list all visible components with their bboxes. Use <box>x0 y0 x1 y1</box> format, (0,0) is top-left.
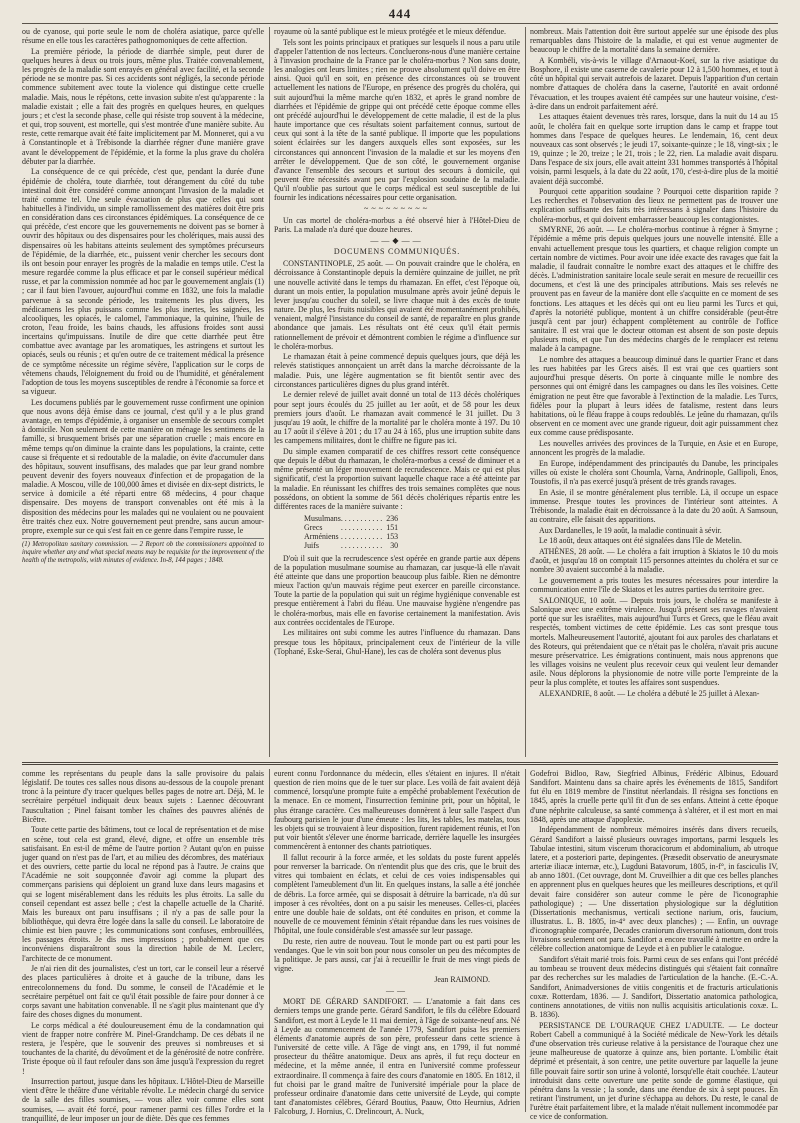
col5-paragraph: Il fallut recourir à la force armée, et les soldats du poste furent appelés pour renverser la barricade. On n'entendit plus que des cris, que le bruit des vitres qui tombaient en éclats, et celui de ces voies indispensables qui complètent l'ameublement d'un lit. En quelques instans, la salle a été jonchée de débris. La force armée, qui se disposait à détruire la barricade, n'a dû sur imposer à ces révoltées, dont on a pu saisir les meneuses. Celles-ci, placées entre une double haie de soldats, ont été conduites en prison, et comme la nouvelle de ce mouvement féminin s'était répandue dans les rues voisines de l'hôpital, une foule considérable s'est amassée sur leur passage. <box>274 852 520 936</box>
col2-paragraph: Le dernier relevé de juillet avait donné un total de 113 décès cholériques pour sept jours écoulés du 25 juillet au 1er août, et de 58 pour les deux premiers jours d'août. Le rhamazan avait commencé le 31 juillet. Du 3 jusqu'au 19 août, le chiffre de la mortalité par le choléra monte à 197. Du 10 au 17 août il s'élève à 201 ; du 17 au 24 à 165, plus une irruption subite dans les campemens militaires, dont le chiffre ne figure pas ici. <box>274 390 520 446</box>
col3-paragraph: ATHÈNES, 28 août. — Le choléra a fait irruption à Skiatos le 10 du mois d'août, et jusqu'au 18 on comptait 115 personnes atteintes du choléra et sur ce nombre 30 avaient succombé à la maladie. <box>530 547 778 575</box>
top-rule <box>22 23 778 24</box>
col2-paragraph: CONSTANTINOPLE, 25 août. — On pouvait craindre que le choléra, en décroissance à Constantinople depuis la dernière quinzaine de juillet, ne prît une nouvelle activité dans le temps du rhamazan. En effet, c'est l'époque où, durant un mois entier, la population musulmane après avoir jeûné depuis le lever jusqu'au coucher du soleil, se livre chaque nuit à des excès de toute nature. De plus, les fruits nuisibles qui avaient été momentanément prohibés, venaient, malgré l'insistance du conseil de santé, de reparaître en plus grande abondance que jamais. Les résultats ont été ceux qu'il était permis rationnellement de prévoir et démontrent combien le régime a d'influence sur le choléra-morbus. <box>274 259 520 351</box>
col3-paragraph: SMYRNE, 26 août. — Le choléra-morbus continue à régner à Smyrne ; l'épidémie a même pris depuis quelques jours une nouvelle intensité. Elle a envahi actuellement presque tous les quartiers, et chaque religion compte un certain nombre de victimes. Pour avoir une idée exacte des ravages que fait la maladie, il faudrait connaître le nombre exact des attaques et le chiffre des décès. L'administration sanitaire locale seule serait en mesure de recueillir ces documens, et c'est là une des principales attributions. Mais ses relevés ne prouvent pas en faveur de la manière dont elle s'acquitte en ce moment de ses fonctions. Les attaques et les décès qui ont eu lieu parmi les Turcs et qui, d'après la notoriété publique, montent à un chiffre considérable (peut-être jusqu'à cent par jour) échappent complètement au contrôle de l'office sanitaire. Il est vrai que le docteur ottoman est absent de son poste depuis plusieurs mois, et que l'un des médecins chargés de le remplacer est retenu malade à la campagne. <box>530 225 778 354</box>
feuilleton-column-1 <box>22 769 264 1123</box>
race-value: 153 <box>386 532 399 542</box>
col2-paragraph: Tels sont les points principaux et pratiques sur lesquels il nous a paru utile d'appeler l'attention de nos lecteurs. Concluerons-nous d'une manière certaine à l'invasion prochaine de la France par le choléra-morbus ? Non sans doute, les analogies ont leurs limites ; rien ne prouve absolument qu'il doive en être ainsi. Quoi qu'il en soit, en présence des circonstances où se trouvent actuellement les nations de l'Europe, en présence des progrès du choléra, qui suit aujourd'hui la même marche qu'en 1832, et après le grand nombre de diarrhées et l'épidémie de grippe qui ont précédé cette époque comme elles ont précédé aujourd'hui le développement de cette maladie, il est de la plus haute importance que ces résultats soient parfaitement connus, surtout de ceux qui sont à la tête de la santé publique. Il importe que les populations soient éclairées sur les dangers auxquels elles sont exposées, sur les circonstances qui annoncent l'invasion de la maladie et sur les moyens d'en arrêter le développement. Que de son côté, le gouvernement organise d'avance l'ensemble des secours et surtout des secours à domicile, qui peuvent être nécessités avant peu par l'explosion soudaine de la maladie. Qu'il n'oublie pas surtout que le corps médical est seul susceptible de lui fournir les indications nécessaires pour cette organisation. <box>274 37 520 203</box>
col2-paragraph: Les militaires ont subi comme les autres l'influence du rhamazan. Dans presque tous les hôpitaux, principalement ceux de l'intérieur de la ville (Tophané, Eske-Serai, Ghul-Hane), les cas de choléra sont devenus plus <box>274 628 520 656</box>
race-label: Musulmans <box>304 513 341 523</box>
signature: Jean RAIMOND. <box>434 974 490 984</box>
col3-paragraph: Le nombre des attaques a beaucoup diminué dans le quartier Franc et dans les rues habitées par les Grecs aisés. Il est vrai que ces quartiers sont aujourd'hui presque déserts. On porte à cinquante mille le nombre des personnes qui ont émigré dans les campagnes ou dans les îles voisines. Cette émigration ne peut être que favorable à l'extinction de la maladie. Les Turcs, fidèles pour la plupart à leurs idées de fatalisme, restent dans leurs habitations, où le fléau frappe à coups redoublés. Le jeûne du rhamazan, qu'ils observent en ce moment avec une grande rigueur, doit agir puissamment chez eux comme cause prédisposante. <box>530 354 778 438</box>
deaths-by-race-table <box>304 514 398 551</box>
ornament-divider: ——◆—— <box>370 235 424 245</box>
col4-paragraph: Toute cette partie des bâtimens, tout ce local de représentation et de mise en scène, tout cela est grand, élevé, digne, et offre un ensemble très satisfaisant. En est-il de même de l'autre portion ? Autant qu'on en puisse juger quand on n'est pas de l'art, et au milieu des décombres, des matériaux et des ouvriers, cette partie du local ne répond pas à l'autre. Je crains que l'Académie ne soit soupçonnée d'avoir agi comme la plupart des commerçans parisiens qui déploient un grand luxe dans leurs magasins et qui se logent misérablement dans les réduits les plus étroits. La salle du conseil cependant est assez belle ; c'est la chapelle actuelle de la Charité. Mais les bureaux ont paru insuffisans ; il n'y a pas de salle pour la bibliothèque, qui devra être logée dans la salle du conseil. Le laboratoire de chimie est bien pauvre ; les communications sont confuses, embrouillées, les passages étroits. Je dis mes impressions ; probablement que ces inconvéniens disparaîtront sous la direction habile de M. Leclerc, l'architecte de ce monument. <box>22 825 264 963</box>
feuilleton-rule <box>22 762 778 763</box>
race-value: 151 <box>386 523 399 533</box>
col2-paragraph: Un cas mortel de choléra-morbus a été observé hier à l'Hôtel-Dieu de Paris. La malade n'a duré que douze heures. <box>274 215 520 234</box>
feuilleton-rule <box>22 764 778 765</box>
section-title-documens: DOCUMENS COMMUNIQUÉS. <box>333 247 461 257</box>
col5-paragraph: Du reste, rien autre de nouveau. Tout le monde part ou est parti pour les vendanges. Que le vin soit bon pour nous consoler un peu des mécomptes de la politique. Je pars aussi, car j'ai à recueillir le fruit de mes vingt pieds de vigne. <box>274 936 520 974</box>
column-divider <box>269 769 270 1112</box>
column-3 <box>530 27 778 757</box>
col4-paragraph: comme les représentans du peuple dans la salle provisoire du palais législatif. De toutes ces salles nous disons au-dessous de la coupole prenant tronc à la peinture d'y tracer quelques belles pages de notre art. Déjà, M. le secrétaire perpétuel indiquait deux beaux sujets : Laennec découvrant l'auscultation ; Pinel faisant tomber les chaînes des pauvres aliénés de Bicêtre. <box>22 769 264 824</box>
feuilleton-column-2 <box>274 769 520 1117</box>
column-divider <box>269 27 270 757</box>
race-label: Juifs <box>304 541 319 551</box>
col3-paragraph: SALONIQUE, 10 août. — Depuis trois jours, le choléra se manifeste à Salonique avec une extrême virulence. Jusqu'à présent ses ravages n'avaient porté que sur les israélites, mais aujourd'hui Turcs et Grecs, que le fléau avait respectés, tombent victimes de cette épidémie. Les cas sont presque tous mortels. Malheureusement l'autorité, ajoutant foi aux paroles des charlatans et des Roteurs, qui prétendaient que ce n'était pas le choléra, n'avait pris aucune mesure préservatrice. Les émigrations continuent, mais nous apprenons que les villages voisins ne veulent plus recevoir ceux qui veulent leur demander asile. Nous déplorons la physionomie de notre ville porte l'empreinte de la peur la plus complète, et toutes les affaires sont suspendues. <box>530 595 778 688</box>
col3-paragraph: Les attaques étaient devenues très rares, lorsque, dans la nuit du 14 au 15 août, le choléra fait en quelque sorte irruption dans le camp et frappe tout hommes dans l'espace de quelques heures. Le lendemain, 16, cent deux nouveaux cas sont observés ; le jeudi 17, soixante-quinze ; le 18, vingt-six ; le 19, quinze ; le 20, treize ; le 21, trois ; le 22, rien. La maladie avait disparu. Dans l'espace de six jours, elle avait atteint 331 hommes transportés à l'hôpital voisin, parmi lesquels, à la date du 22 août, 170, c'est-à-dire plus de la moitié avaient déjà succombé. <box>530 112 778 186</box>
page-number: 444 <box>388 6 412 21</box>
race-label: Arméniens <box>304 532 339 542</box>
col3-paragraph: ALEXANDRIE, 8 août. — Le choléra a débuté le 25 juillet à Alexan- <box>539 688 760 698</box>
col3-paragraph: A Kombéli, vis-à-vis le village d'Arnaout-Koeï, sur la rive asiatique du Bosphore, il existe une caserne de cavalerie pour 12 à 1,500 hommes, et tout à côté un hôpital qui servait autrefois de lazaret. Depuis l'apparition d'un certain nombre d'attaques de choléra dans la caserne, l'autorité en avait ordonné l'évacuation, et les troupes avaient été campées sur une hauteur voisine, c'est-à-dire dans un endroit parfaitement aéré. <box>530 55 778 111</box>
col4-paragraph: Le corps médical a été douloureusement ému de la condamnation qui vient de frapper notre confrère M. Pinel-Grandchamp. De ces débats il ne restera, je l'espère, que le souvenir des preuves si nombreuses et si touchantes de la charité, du dévoûment et de la générosité de notre confrère. Triste époque où il faut refouler dans son âme jusqu'à l'expression du regret ! <box>22 1020 264 1076</box>
col3-paragraph: En Asie, il se montre généralement plus terrible. Là, il occupe un espace immense. Presque toutes les provinces de l'intérieur sont atteintes. A Trébisonde, la maladie était en décroissance à la date du 20 août. A Samsoun, au contraire, elle faisait des apparitions. <box>530 487 778 525</box>
col2-paragraph: D'où il suit que la recrudescence s'est opérée en grande partie aux dépens de la population musulmane soumise au rhamazan, car jusque-là elle n'avait été atteinte que dans une proportion beaucoup plus faible. Rien ne démontre mieux l'action qu'un mauvais régime peut exercer en pareille circonstance. Toute la partie de la population qui suit un régime hygiénique convenable est presque entièrement à l'abri du fléau. Une mauvaise hygiène n'engendre pas le choléra-morbus, mais elle en favorise certainement la manifestation. Avis aux contrées occidentales de l'Europe. <box>274 553 520 627</box>
col2-paragraph: Du simple examen comparatif de ces chiffres ressort cette conséquence que depuis le début du rhamazan, le choléra-morbus a cessé de diminuer et a même présenté un léger mouvement de recrudescence. Mais ce qui est plus significatif, c'est la proportion suivant laquelle chaque race a été atteinte par la maladie. En réunissant les chiffres des trois semaines complètes que nous possédons, on obtient la somme de 561 décès cholériques répartis entre les différentes races de la manière suivante : <box>274 446 520 511</box>
col1-paragraph: ou de cyanose, qui porte seule le nom de choléra asiatique, parce qu'elle résume en elle tous les caractères pathognomoniques de cette affection. <box>22 27 264 46</box>
col6-paragraph: Sandifort s'était marié trois fois. Parmi ceux de ses enfans qui l'ont précédé au tombeau se trouvent deux médecins distingués qui s'étaient fait connaître par des recherches sur les maladies de l'articulation de la hanche. (E.-C.-A. Sandifort, Animadversiones de vitiis congenitis et de fracturis articulationis coxæ. Rotterdam, 1836. — J. Sandifort, Dissertatio anatomica pathologica, continens annotationes, de vitiis non nullis acquisitis articulationis coxæ. L. B. 1836). <box>530 955 778 1020</box>
col3-paragraph: Pourquoi cette apparition soudaine ? Pourquoi cette disparition rapide ? Les recherches et l'observation des lieux ne permettent pas de trouver une explication suffisante des faits très intéressans à signaler dans l'histoire du choléra-morbus, et qui doivent embarrasser beaucoup les contagionistes. <box>530 187 778 224</box>
col2-paragraph: royaume où la santé publique est le mieux protégée et le mieux défendue. <box>274 27 507 36</box>
col3-paragraph: Les nouvelles arrivées des provinces de la Turquie, en Asie et en Europe, annoncent les progrès de la maladie. <box>530 438 778 458</box>
race-value: 236 <box>386 513 399 523</box>
footnote-text: (1) Metropolitan sanitary commission. — 2 Report ob the commissioners appointed to inquire whether any and what special means may be requisite for the improvement of the health of the metropolis, with minutes of evidence. In-8, 144 pages ; 1848. <box>22 541 264 565</box>
col1-paragraph: La conséquence de ce qui précède, c'est que, pendant la durée d'une épidémie de choléra, toute diarrhée, tout dérangement du côté du tube intestinal doit être considéré comme annonçant l'invasion de la maladie et traité comme tel. Une seule évacuation de plus que celles qui sont habituelles à l'individu, un simple ramollissement des matières doit être pris en considération dans ces circonstances épidémiques. La conséquence de ce qui précède, c'est encore que les gouvernements ne doivent pas se borner à ouvrir des hôpitaux ou des dispensaires pour les cholériques, mais aussi des dispensaires où les habitans atteints seulement des symptômes précurseurs de l'épidémie, de la diarrhée, etc., puissent venir chercher les secours dont ils ont besoin pour enrayer les progrès de la maladie en temps utile. C'est la mesure regardée comme la plus efficace et par le conseil supérieur médical russe, et par la commission nommée ad hoc par le gouvernement anglais (1) ; car il faut bien l'avouer, aujourd'hui comme en 1832, une fois la maladie parvenue à sa seconde période, les traitements les plus divers, les médicamens les plus puissans comme les plus inertes, les saignées, les alcooliques, les opiacés, le calomel, l'ammoniaque, la quinine, l'huile de croton, l'eau froide, les bains chauds, les affusions froides sont aussi incertains qu'impuissans. Inutile de dire que cette diarrhée peut être combattue avec avantage par les aromatiques, les astringens et surtout les opiacés, seuls ou réunis ; et qu'en outre de ce traitement médical la présence de ce symptôme nécessite un régime sévère, l'application sur le corps de vêtemens chauds, l'éloignement du froid ou de l'humidité, et généralement l'adoption de tous les moyens susceptibles de rendre à l'économie sa force et sa vigueur. <box>22 167 264 397</box>
col5-paragraph: MORT DE GÉRARD SANDIFORT. — L'anatomie a fait dans ces derniers temps une grande perte. Gérard Sandifort, le fils du célèbre Edouard Sandifort, est mort à Leyde le 11 mai dernier, à l'âge de soixante-neuf ans. Né à Leyde au commencement de l'année 1779, Sandifort puisa les premiers éléments d'anatomie auprès de son père, professeur dans cette science à l'université de cette ville. A l'âge de vingt ans, en 1799, il fut nommé prosecteur du théâtre anatomique. Deux ans après, il fut reçu docteur en médecine, et la même année, il entra en l'université comme professeur extraordinaire. Il commença à faire des cours d'anatomie en 1805. En 1812, il fut choisi par le grand maître de l'université impériale pour la place de professeur ordinaire d'anatomie dans cette université de Leyde, qui compte tant d'anatomistes célèbres, Gérard Boutius, Paauw, Otto Heurnius, Adrien Falcoburg, J. Hornius, C. Drelincourt, A. Nuck, <box>274 997 520 1117</box>
race-value: 30 <box>390 541 399 551</box>
col2-paragraph: Le rhamazan était à peine commencé depuis quelques jours, que déjà les relevés statistiques annonçaient un arrêt dans la marche décroissante de la maladie. Puis, une légère augmentation se fit bientôt sentir avec des circonstances particulières dignes du plus grand intérêt. <box>274 352 520 389</box>
footnote <box>22 538 264 565</box>
column-2 <box>274 27 520 757</box>
feuilleton-column-3 <box>530 769 778 1122</box>
col3-paragraph: nombreux. Mais l'attention doit être surtout appelée sur une épisode des plus remarquables dans l'histoire de la maladie, et qui est venue augmenter de beaucoup le chiffre de la mortalité dans la semaine dernière. <box>530 27 778 55</box>
col4-paragraph: Je n'ai rien dit des journalistes, c'est un tort, car le conseil leur a réservé des places particulières à droite et à gauche de la tribune, dans les entrecolonnemens du fond. Du somme, le conseil de l'Académie et le secrétaire perpétuel ont fait ce qu'il était possible de faire pour donner à ce corps savant une habitation convenable. Il ne s'agit plus maintenant que d'y faire des choses dignes du monument. <box>22 964 264 1020</box>
table-row: Juifs . . . . . . . . . . . 30 <box>304 541 399 551</box>
column-divider <box>525 27 526 757</box>
col5-paragraph: eurent connu l'ordonnance du médecin, elles s'étaient en injures. Il n'était question de rien moins que de le tuer sur place. Les voilà de fait avaient déjà commencé, lorsqu'une prompte fuite a empêché probablement l'exécution de la menace. En ce moment, l'insurrection feminine prit, pour un hôpital, le plus étrange caractère. Ces malheureuses donnèrent à leur salle l'aspect d'un faubourg parisien le jour d'une émeute : les lits, les tables, les matelas, tous les objets qui se trouvaient à leur disposition, furent rapidement réunis, et l'on put voir bientôt s'élever une énorme barricade, derrière laquelle les insurgées commencèrent à entonner des chants patriotiques. <box>274 769 520 852</box>
ornament-divider: —— <box>386 986 408 996</box>
table-row: Arméniens . . . . . . . . . . . 153 <box>304 532 399 542</box>
col1-paragraph: Les documens publiés par le gouvernement russe confirment une opinion que nous avons déjà émise dans ce journal, c'est qu'il y a le plus grand avantage, en temps d'épidémie, à organiser un ensemble de secours complet à domicile. Non seulement de cette manière on ménage les sentimens de la famille, si brusquement brisés par une séparation cruelle ; mais encore en même temps qu'on diminue la crainte dans les populations, la crainte, cette cause si fréquente et si redoutable de la maladie, on évite d'accumuler dans des hôpitaux, souvent insuffisans, des malades que par leur grand nombre peuvent devenir des foyers nouveaux d'infection et de propagation de la maladie. A Moscou, ville de 100,000 âmes et divisée en dix-sept districts, le service à domicile a été réparti entre 68 médecins, 4 pour chaque dispensaire. Des moyens de transport convenables ont été mis à la disposition des médecins pour les malades qui ne voulaient ou ne pouvaient être traités chez eux. Notre gouvernement peut prendre, sans aucun amour-propre, exemple sur ce qui s'est fait en ce genre dans l'empire russe, le <box>22 397 264 535</box>
table-row: Grecs . . . . . . . . . . . 151 <box>304 523 399 533</box>
col4-paragraph: Insurrection partout, jusque dans les hôpitaux. L'Hôtel-Dieu de Marseille vient d'être le théâtre d'une véritable révolte. Le médecin chargé du service de la salle des filles soumises, — vous allez voir comme elles sont soumises, — avait été forcé, pour ramener parmi ces filles l'ordre et la tranquillité, de leur imposer un jour de diète. Dès que ces femmes <box>22 1077 264 1123</box>
column-divider <box>525 769 526 1112</box>
col6-paragraph: PERSISTANCE DE L'OURAQUE CHEZ L'ADULTE. — Le docteur Robert Cabell a communiqué à la Société médicale de New-York les détails d'une observation très curieuse relative à la persistance de l'ouraque chez une jeune malheureuse de quatorze à quinze ans, bien portante. L'ombilic était déprimé et présentait, à son centre, une petite ouverture par laquelle la jeune fille pouvait faire sortir son urine à volonté, lorsqu'elle était couchée. L'auteur introduisit dans cette ouverture une petite sonde de gomme élastique, qui pénétra dans la vessie ; la sonde, dans une étendue de six à sept pouces. En retirant l'instrument, un jet d'urine s'échappa au dehors. Du reste, le canal de l'urètre était parfaitement libre, et la malade n'était nullement incommodée par ce vice de conformation. <box>530 1020 778 1122</box>
col3-paragraph: Aux Dardanelles, le 19 août, la maladie continuait à sévir. <box>539 525 722 535</box>
col1-paragraph: La première période, la période de diarrhée simple, peut durer de quelques heures à deux ou trois jours, même plus. Traitée convenablement, les progrès de la maladie sont enrayés en général avec facilité, et la seconde période ne se montre pas. Si ces accidents sont négligés, la seconde période commence subitement avec toute la violence qui distingue cette cruelle maladie. Mais, nous le répétons, cette invasion subite n'est qu'apparente : la maladie existait ; elle a fait des progrès en quelques heures, en quelques jours ; et c'est la seconde phase, celle qui résiste trop souvent à la médecine, et qui, trop souvent, est mortelle, qui s'est montrée d'une manière subite. Au reste, cette remarque avait été faite implicitement par M. Monneret, qui a vu à Constantinople et à Trébisonde la diarrhée régner d'une manière grave avant le développement de l'épidémie, et la forme la plus grave du choléra débuter par la diarrhée. <box>22 46 264 166</box>
col3-paragraph: Le 18 août, deux attaques ont été signalées dans l'île de Metelin. <box>539 536 742 546</box>
column-1 <box>22 27 264 757</box>
col3-paragraph: En Europe, indépendamment des principautés du Danube, les principales villes où existe le choléra sont Choumla, Varna, Andrinople, Gallipoli, Enos, Toustofis, il n'a pas exercé jusqu'à présent de très grands ravages. <box>530 458 778 486</box>
col6-paragraph: Indépendamment de nombreux mémoires insérés dans divers recueils, Gérard Sandifort a laissé plusieurs ouvrages importans, parmi lesquels les Tabulae intestini, situm viscerum thoracicorum et abdominalium, ab utroque latere, et a posteriori parte, depingentes. (Præsedit observatio de aneurysmate arteriæ iliacæ internæ, etc.), Lugduni Batavorum, 1805, in-f°, in fasciculis IV, ab anno 1801. (Cet ouvrage, dont M. Cruveilhier a dit que ces belles planches en apprennent plus en quelques heures que les meilleures descriptions, et qu'il devait faire considérer son auteur comme le père de l'iconographie pathologique) ; — Une dissertation physiologique sur la déglutition (Dissertationis mechanismus, verticali sectione narium, oris, faucium, illustratus. L. B. 1805, in-4° avec deux planches) ; — Enfin, un ouvrage d'iconographie comparée, Decades craniorum diversorum nationum, dont trois livraisons seulement ont paru. Sandifort a encore travaillé à mettre en ordre la célèbre collection anatomique de Leyde et à en publier le catalogue. <box>530 825 778 954</box>
table-row: Musulmans . . . . . . . . . . . 236 <box>304 513 399 523</box>
race-label: Grecs <box>304 523 323 533</box>
col3-paragraph: Le gouvernement a pris toutes les mesures nécessaires pour interdire la communication entre l'île de Skiatos et les autres parties du territoire grec. <box>530 576 778 595</box>
col6-paragraph: Godefroi Bidloo, Raw, Siegfried Albinus, Frédéric Albinus, Edouard Sandifort. Maintenu dans sa chaire après les événements de 1815, Sandifort fut élu en 1819 membre de l'institut néerlandais. Il résigna ses fonctions en 1845, après la cruelle perte qu'il fit d'un de ses enfans. Atteint à cette époque d'une néphrite calculeuse, sa santé commença à s'altérer, et il est mort en mai 1848, après une attaque d'apoplexie. <box>530 769 778 824</box>
ornament-divider: ~~~~~~~~~ <box>364 204 430 214</box>
